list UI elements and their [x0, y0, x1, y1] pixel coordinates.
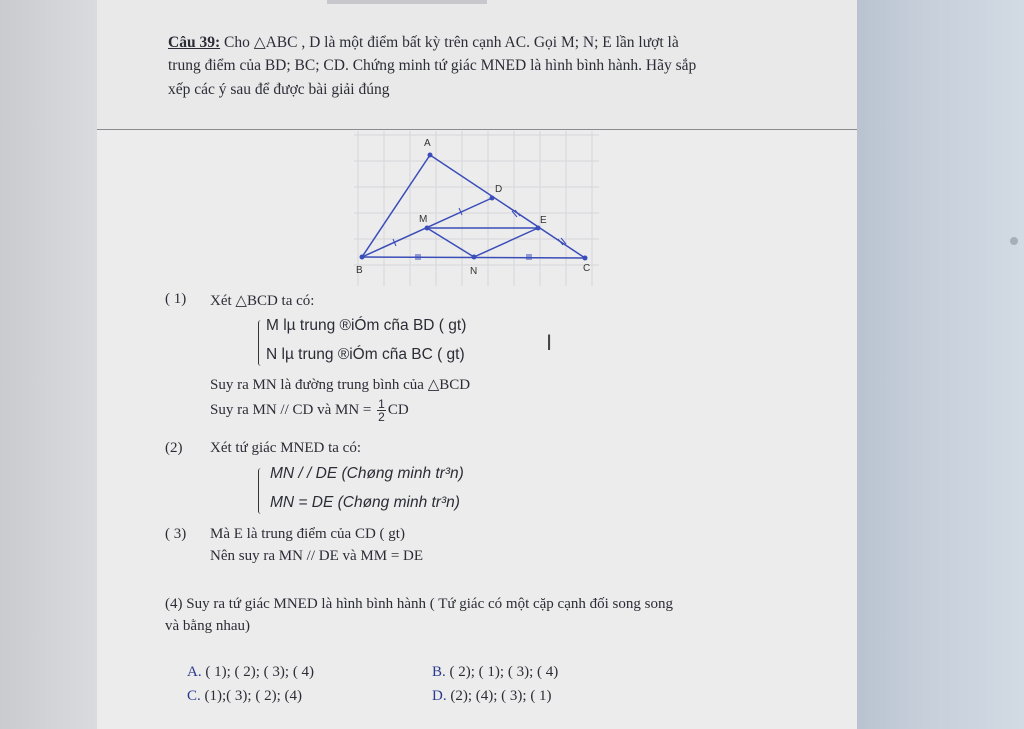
question-line-2: trung điểm của BD; BC; CD. Chứng minh tứ giác MNED là hình bình hành. Hãy sắp — [168, 57, 697, 74]
fraction-one-half: $\frac{1}{2}$ — [378, 397, 385, 424]
top-edge-shadow — [327, 0, 487, 4]
step4-line-2: và bằng nhau) — [165, 618, 250, 634]
option-b[interactable]: B. ( 2); ( 1); ( 3); ( 4) — [432, 664, 559, 680]
step1-conclusion-1: Suy ra MN là đường trung bình của △BCD — [210, 377, 471, 393]
label-M: M — [419, 214, 428, 225]
step2-number: (2) — [165, 440, 183, 456]
step3-number: ( 3) — [165, 526, 187, 542]
step1-intro: Xét △BCD ta có: — [210, 293, 315, 309]
point-E — [536, 226, 541, 231]
option-a[interactable]: A. ( 1); ( 2); ( 3); ( 4) — [187, 664, 315, 680]
question-label: Câu 39: — [168, 34, 221, 51]
point-N — [472, 255, 477, 260]
point-C — [583, 256, 588, 261]
triangle-figure — [354, 131, 599, 286]
question-line-1: Câu 39: Cho △ABC , D là một điểm bất kỳ trên cạnh AC. Gọi M; N; E lần lượt là — [168, 34, 679, 51]
triangle-lines — [362, 155, 585, 258]
label-N: N — [470, 266, 478, 277]
step1-condition-1: M lµ trung ®iÓm cña BD ( gt) — [266, 317, 467, 334]
option-c[interactable]: C. (1);( 3); ( 2); (4) — [187, 688, 302, 704]
step2-condition-1: MN / / DE (Chøng minh tr³n) — [270, 465, 464, 482]
step1-conclusion-2: Suy ra MN // CD và MN = $\frac{1}{2}$ CD — [210, 397, 409, 424]
step1-number: ( 1) — [165, 291, 187, 307]
step1-condition-2: N lµ trung ®iÓm cña BC ( gt) — [266, 346, 465, 363]
label-B: B — [356, 265, 363, 276]
question-box — [97, 0, 857, 130]
point-B — [360, 255, 365, 260]
label-D: D — [495, 184, 503, 195]
step4-line-1: (4) Suy ra tứ giác MNED là hình bình hành ( Tứ giác có một cặp cạnh đối song song — [165, 596, 673, 612]
text-cursor-icon: I — [546, 330, 553, 355]
label-C: C — [583, 263, 591, 274]
background-right — [857, 0, 1024, 729]
step3-line-1: Mà E là trung điểm của CD ( gt) — [210, 526, 405, 542]
step2-brace — [258, 468, 265, 514]
monitor-dot — [1010, 237, 1018, 245]
point-M — [425, 226, 430, 231]
step3-line-2: Nên suy ra MN // DE và MM = DE — [210, 548, 424, 564]
option-d[interactable]: D. (2); (4); ( 3); ( 1) — [432, 688, 552, 704]
step2-intro: Xét tứ giác MNED ta có: — [210, 440, 362, 456]
point-A — [428, 153, 433, 158]
step1-brace — [258, 320, 265, 366]
question-line-3: xếp các ý sau để được bài giải đúng — [168, 81, 390, 98]
background-left — [0, 0, 97, 729]
step2-condition-2: MN = DE (Chøng minh tr³n) — [270, 494, 460, 511]
grid — [354, 131, 599, 286]
point-D — [490, 196, 495, 201]
label-E: E — [540, 215, 547, 226]
label-A: A — [424, 138, 431, 149]
